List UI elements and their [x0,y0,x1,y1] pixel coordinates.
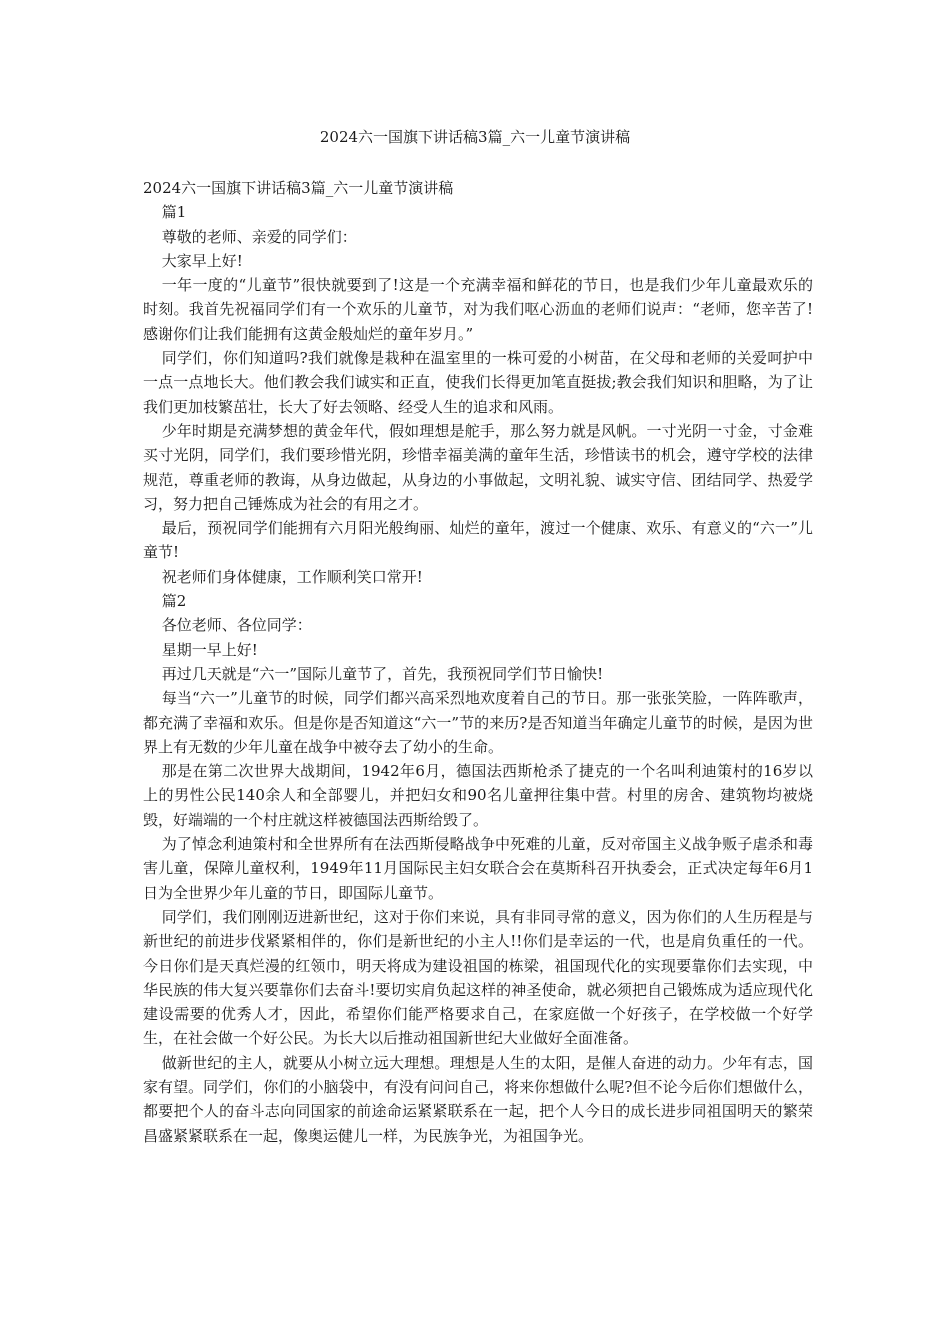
closing-wish: 祝老师们身体健康，工作顺利笑口常开! [161,567,423,586]
body-paragraph: 同学们，我们刚刚迈进新世纪，这对于你们来说，具有非同寻常的意义，因为你们的人生历程是与新世纪的前进步伐紧紧相伴的，你们是新世纪的小主人!!你们是幸运的一代，也是肩负重任的一代。今日你们是天真烂漫的红领巾，明天将成为建设祖国的栋梁，祖国现代化的实现要靠你们去实现，中华民族的伟大复兴要靠你们去奋斗!要切实肩负起这样的神圣使命，就必须把自己锻炼成为适应现代化建设需要的优秀人才，因此，希望你们能严格要求自己，在家庭做一个好孩子，在学校做一个好学生，在社会做一个好公民。为长大以后推动祖国新世纪大业做好全面准备。 [143,907,813,1048]
body-paragraph: 同学们，你们知道吗?我们就像是栽种在温室里的一株可爱的小树苗，在父母和老师的关爱呵护中一点一点地长大。他们教会我们诚实和正直，使我们长得更加笔直挺拔;教会我们知识和胆略，为了让我们更加枝繁茁壮，长大了好去领略、经受人生的追求和风雨。 [143,349,813,416]
body-paragraph: 最后，预祝同学们能拥有六月阳光般绚丽、灿烂的童年，渡过一个健康、欢乐、有意义的“六一”儿童节! [143,519,813,562]
document-body [143,176,813,1148]
salutation: 各位老师、各位同学： [161,616,312,635]
body-paragraph: 少年时期是充满梦想的黄金年代，假如理想是舵手，那么努力就是风帆。一寸光阴一寸金，寸金难买寸光阴，同学们，我们要珍惜光阴，珍惜幸福美满的童年生活，珍惜读书的机会，遵守学校的法律规范，尊重老师的教诲，从身边做起，从身边的小事做起，文明礼貌、诚实守信、团结同学、热爱学习，努力把自己锤炼成为社会的有用之才。 [143,421,813,513]
body-paragraph: 一年一度的“儿童节”很快就要到了!这是一个充满幸福和鲜花的节日，也是我们少年儿童最欢乐的时刻。我首先祝福同学们有一个欢乐的儿童节，对为我们呕心沥血的老师们说声：“老师，您辛苦了!感谢你们让我们能拥有这黄金般灿烂的童年岁月。” [143,276,813,343]
body-paragraph: 再过几天就是“六一”国际儿童节了，首先，我预祝同学们节日愉快! [161,664,604,683]
salutation: 尊敬的老师、亲爱的同学们： [161,227,357,246]
section-heading: 篇1 [161,203,187,222]
body-paragraph: 那是在第二次世界大战期间，1942年6月，德国法西斯枪杀了捷克的一个名叫利迪策村的16岁以上的男性公民140余人和全部婴儿，并把妇女和90名儿童押往集中营。村里的房舍、建筑物均被烧毁，好端端的一个村庄就这样被德国法西斯给毁了。 [143,762,813,829]
body-paragraph: 为了悼念利迪策村和全世界所有在法西斯侵略战争中死难的儿童，反对帝国主义战争贩子虐杀和毒害儿童，保障儿童权利，1949年11月国际民主妇女联合会在莫斯科召开执委会，正式决定每年6月1日为全世界少年儿童的节日，即国际儿童节。 [143,835,813,902]
body-paragraph: 做新世纪的主人，就要从小树立远大理想。理想是人生的太阳，是催人奋进的动力。少年有志，国家有望。同学们，你们的小脑袋中，有没有问问自己，将来你想做什么呢?但不论今后你们想做什么，都要把个人的奋斗志向同国家的前途命运紧紧联系在一起，把个人今日的成长进步同祖国明天的繁荣昌盛紧紧联系在一起，像奥运健儿一样，为民族争光，为祖国争光。 [143,1053,813,1145]
greeting: 星期一早上好! [161,640,258,659]
greeting: 大家早上好! [161,251,243,270]
subtitle-paragraph: 2024六一国旗下讲话稿3篇_六一儿童节演讲稿 [143,179,454,197]
body-paragraph: 每当“六一”儿童节的时候，同学们都兴高采烈地欢度着自己的节日。那一张张笑脸，一阵阵歌声，都充满了幸福和欢乐。但是你是否知道这“六一”节的来历?是否知道当年确定儿童节的时候，是因为世界上有无数的少年儿童在战争中被夺去了幼小的生命。 [143,689,813,756]
page-title: 2024六一国旗下讲话稿3篇_六一儿童节演讲稿 [319,128,631,146]
section-heading: 篇2 [161,592,187,611]
